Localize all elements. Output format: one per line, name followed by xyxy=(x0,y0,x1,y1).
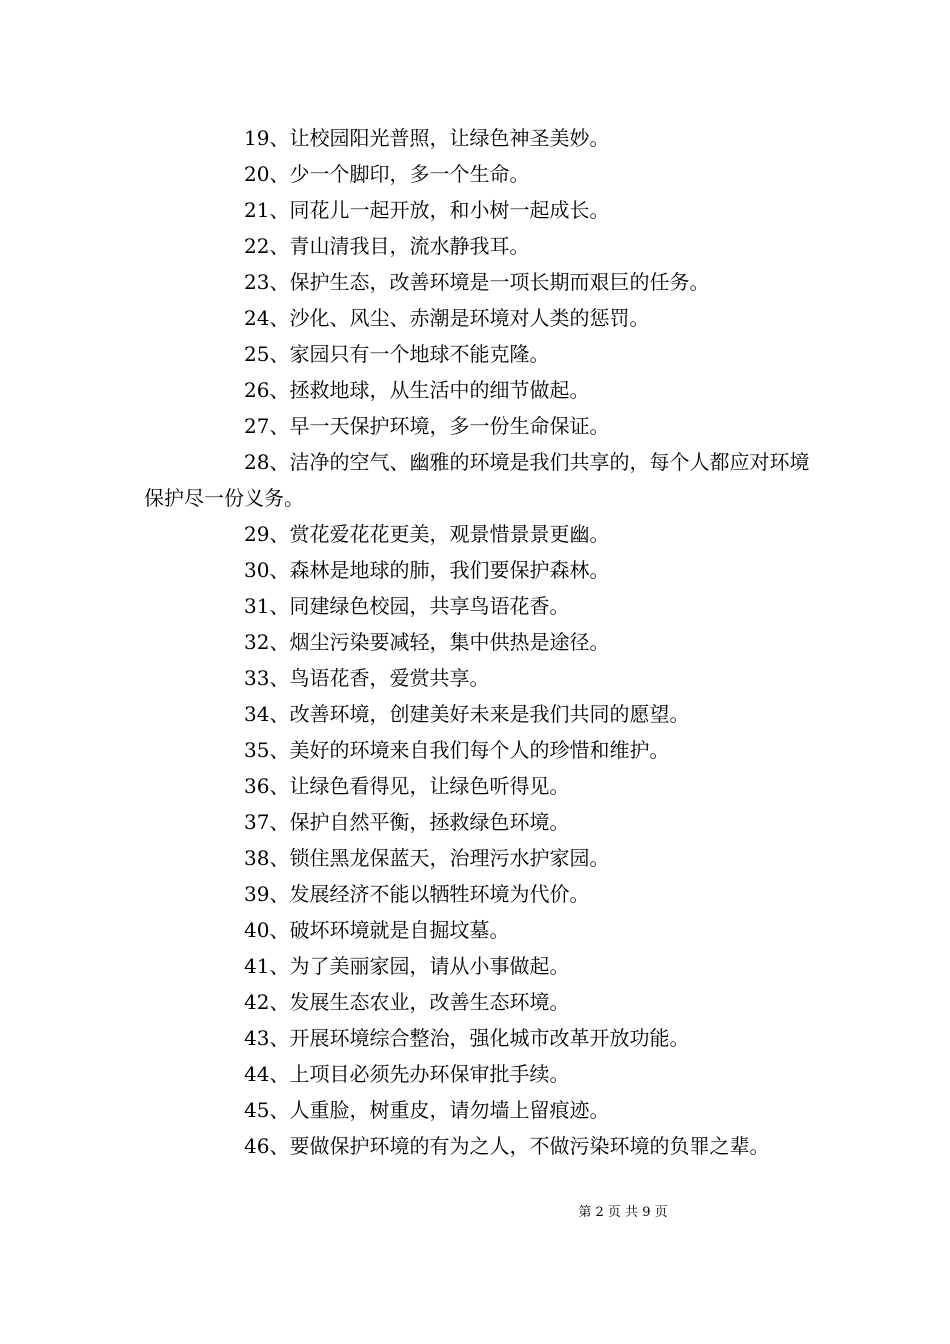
list-item: 46、要做保护环境的有为之人，不做污染环境的负罪之辈。 xyxy=(244,1134,770,1158)
list-item: 26、拯救地球，从生活中的细节做起。 xyxy=(244,378,590,402)
list-item: 36、让绿色看得见，让绿色听得见。 xyxy=(244,774,570,798)
list-item: 32、烟尘污染要减轻，集中供热是途径。 xyxy=(244,630,610,654)
list-item: 45、人重脸，树重皮，请勿墙上留痕迹。 xyxy=(244,1098,610,1122)
list-item: 41、为了美丽家园，请从小事做起。 xyxy=(244,954,570,978)
list-item: 44、上项目必须先办环保审批手续。 xyxy=(244,1062,570,1086)
list-item: 24、沙化、风尘、赤潮是环境对人类的惩罚。 xyxy=(244,306,650,330)
list-item: 38、锁住黑龙保蓝天，治理污水护家园。 xyxy=(244,846,610,870)
slogan-list xyxy=(144,120,824,1164)
page-number: 第 2 页 共 9 页 xyxy=(578,1205,668,1220)
list-item: 43、开展环境综合整治，强化城市改革开放功能。 xyxy=(244,1026,690,1050)
list-item: 31、同建绿色校园，共享鸟语花香。 xyxy=(244,594,570,618)
list-item: 27、早一天保护环境，多一份生命保证。 xyxy=(244,414,610,438)
list-item: 37、保护自然平衡，拯救绿色环境。 xyxy=(244,810,570,834)
list-item: 35、美好的环境来自我们每个人的珍惜和维护。 xyxy=(244,738,670,762)
list-item: 20、少一个脚印，多一个生命。 xyxy=(244,162,530,186)
list-item: 40、破坏环境就是自掘坟墓。 xyxy=(244,918,510,942)
list-item: 29、赏花爱花花更美，观景惜景景更幽。 xyxy=(244,522,610,546)
list-item: 19、让校园阳光普照，让绿色神圣美妙。 xyxy=(244,126,610,150)
list-item: 42、发展生态农业，改善生态环境。 xyxy=(244,990,570,1014)
list-item: 21、同花儿一起开放，和小树一起成长。 xyxy=(244,198,610,222)
list-item: 33、鸟语花香，爱赏共享。 xyxy=(244,666,490,690)
list-item: 39、发展经济不能以牺牲环境为代价。 xyxy=(244,882,590,906)
list-item: 34、改善环境，创建美好未来是我们共同的愿望。 xyxy=(244,702,690,726)
list-item: 25、家园只有一个地球不能克隆。 xyxy=(244,342,550,366)
list-item: 30、森林是地球的肺，我们要保护森林。 xyxy=(244,558,610,582)
page-footer xyxy=(0,1203,950,1223)
list-item-wrapped: 28、洁净的空气、幽雅的环境是我们共享的，每个人都应对环境保护尽一份义务。 xyxy=(144,450,810,510)
list-item: 22、青山清我目，流水静我耳。 xyxy=(244,234,530,258)
list-item: 23、保护生态，改善环境是一项长期而艰巨的任务。 xyxy=(244,270,710,294)
